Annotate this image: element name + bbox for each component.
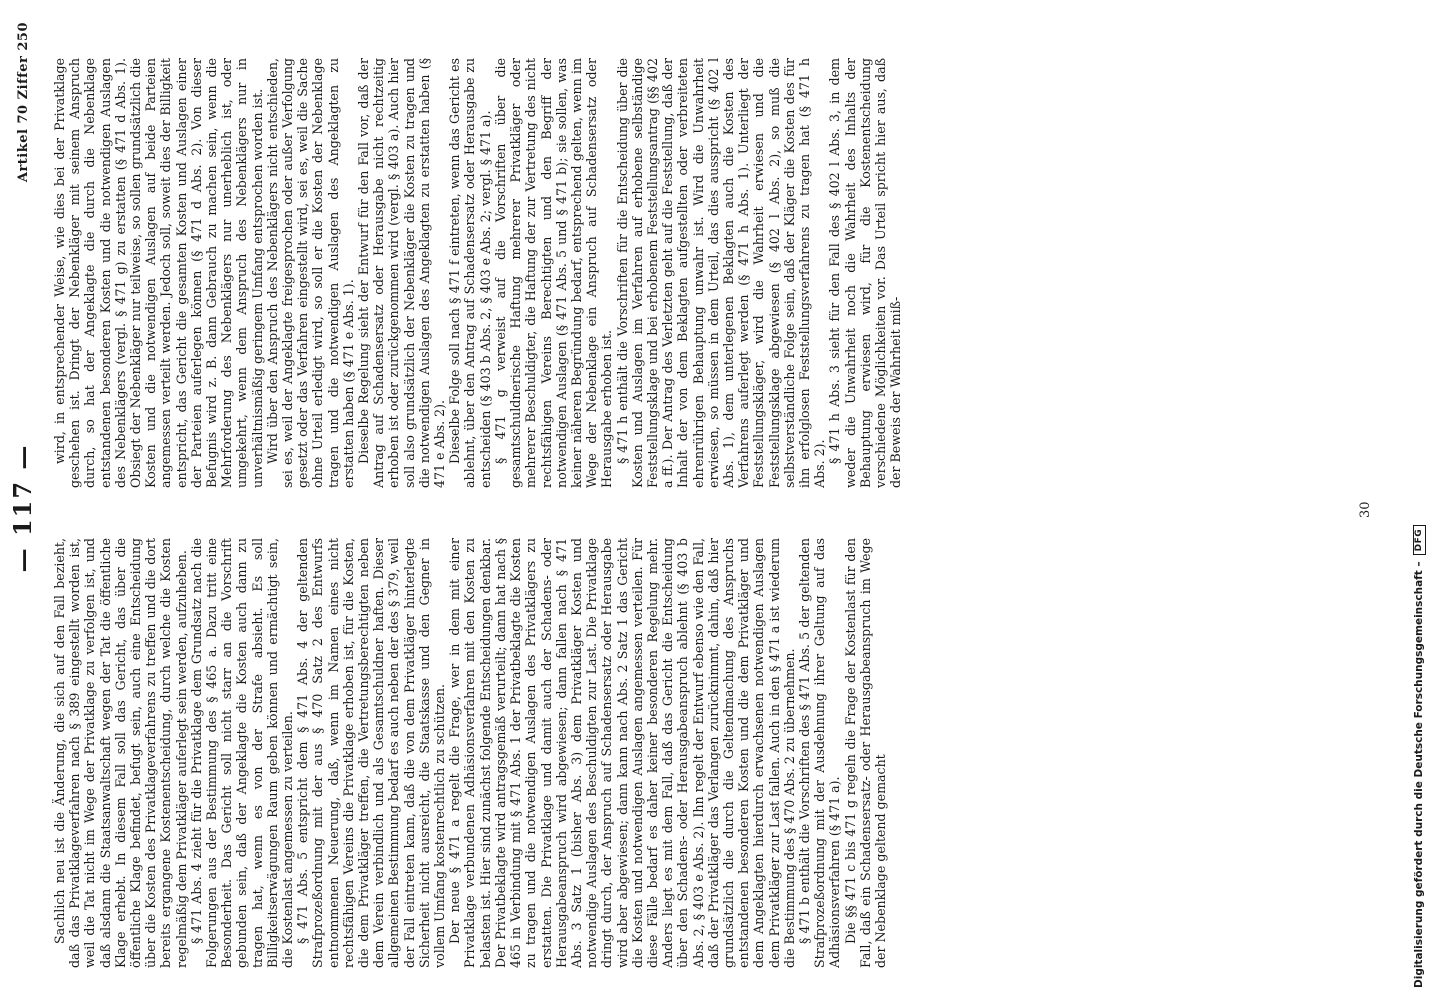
page-header [6,18,46,988]
paragraph: § 471 b enthält die Vorschriften des § 471 Abs. 5 der geltenden Strafprozeßordnung mit der Ausdehnung ihrer Geltung auf das Adhäsionsverfahren (§ 471 a). [796,538,843,968]
text-column-left [52,538,1352,968]
digitization-note-text: Digitalisierung gefördert durch die Deutsche Forschungsgemeinschaft – [1413,561,1425,988]
paragraph: Dieselbe Folge soll nach § 471 f eintreten, wenn das Gericht es ablehnt, über den Antrag auf Schadensersatz oder Herausgabe zu entscheiden (§ 403 b Abs. 2, § 403 e Abs. 2; vergl. § 471 a). [447,58,493,488]
paragraph: wird, in entsprechender Weise, wie dies bei der Privatklage geschehen ist. Dringt der Nebenkläger mit seinem Anspruch durch, so hat der Angeklagte die durch die Nebenklage entstandenen besonderen Kosten und die notwendigen Auslagen des Nebenklägers (vergl. § 471 g) zu erstatten (§ 471 d Abs. 1). Obsiegt der Nebenkläger nur teilweise, so sollen grundsätzlich die Kosten und die notwendigen Auslagen auf beide Parteien angemessen verteilt werden. Jedoch soll, soweit dies der Billigkeit entspricht, das Gericht die gesamten Kosten und Auslagen einer der Parteien auferlegen können (§ 471 d Abs. 2). Von dieser Befugnis wird z. B. dann Gebrauch zu machen sein, wenn die Mehrforderung des Nebenklägers nur unerheblich ist, oder umgekehrt, wenn dem Anspruch des Nebenklägers nur in unverhältnismäßig geringem Umfang entsprochen worden ist. [52,58,265,488]
text-column-right [52,58,1352,488]
footer-page-number: 30 [1358,501,1373,518]
article-reference: Artikel 70 Ziffer 250 [16,22,31,183]
paragraph: § 471 g verweist auf die Vorschriften über die gesamtschuldnerische Haftung mehrerer Privatkläger oder mehrerer Beschuldigter, die Haftung der zur Vertretung des nicht rechtsfähigen Vereins Berechtigten und den Begriff der notwendigen Auslagen (§ 471 Abs. 5 und § 471 b); sie sollen, was keiner näheren Begründung bedarf, entsprechend gelten, wenn im Wege der Nebenklage ein Anspruch auf Schadensersatz oder Herausgabe erhoben ist. [492,58,615,488]
paragraph: Sachlich neu ist die Änderung, die sich auf den Fall bezieht, daß das Privatklageverfahren nach § 389 eingestellt worden ist, weil die Tat nicht im Wege der Privatklage zu verfolgen ist, und daß alsdann die Staatsanwaltschaft wegen der Tat die öffentliche Klage erhebt. In diesem Fall soll das Gericht, das über die öffentliche Klage befindet, befugt sein, auch eine Entscheidung über die Kosten des Privatklageverfahrens zu treffen und die dort bereits ergangene Kostenentscheidung, durch welche die Kosten regelmäßig dem Privatkläger auferlegt sein werden, aufzuheben. [52,538,189,968]
paragraph: § 471 Abs. 4 zieht für die Privatklage dem Grundsatz nach die Folgerungen aus der Bestimmung des § 465 a. Dazu tritt eine Besonderheit. Das Gericht soll nicht starr an die Vorschrift gebunden sein, daß der Angeklagte die Kosten auch dann zu tragen hat, wenn es von der Strafe absieht. Es soll Billigkeitserwägungen Raum geben können und ermächtigt sein, die Kostenlast angemessen zu verteilen. [188,538,296,968]
paragraph: Der neue § 471 a regelt die Frage, wer in dem mit einer Privatklage verbundenen Adhäsionsverfahren mit den Kosten zu belasten ist. Hier sind zunächst folgende Entscheidungen denkbar. Der Privatbeklagte wird antragsgemäß verurteilt; dann hat nach § 465 in Verbindung mit § 471 Abs. 1 der Privatbeklagte die Kosten zu tragen und die notwendigen Auslagen des Privatklägers zu erstatten. Die Privatklage und damit auch der Schadens- oder Herausgabeanspruch wird abgewiesen; dann fallen nach § 471 Abs. 3 Satz 1 (bisher Abs. 3) dem Privatkläger Kosten und notwendige Auslagen des Beschuldigten zur Last. Die Privatklage dringt durch, der Anspruch auf Schadensersatz oder Herausgabe wird aber abgewiesen; dann kann nach Abs. 2 Satz 1 das Gericht die Kosten und notwendigen Auslagen angemessen verteilen. Für diese Fälle bedarf es daher keiner besonderen Regelung mehr. Anders liegt es mit dem Fall, daß das Gericht die Entscheidung über den Schadens- oder Herausgabeanspruch ablehnt (§ 403 b Abs. 2, § 403 e Abs. 2). Ihn regelt der Entwurf ebenso wie den Fall, daß der Privatkläger das Verlangen zurücknimmt, dahin, daß hier grundsätzlich die durch die Geltendmachung des Anspruchs entstandenen besonderen Kosten und die dem Privatkläger und dem Angeklagten hierdurch erwachsenen notwendigen Auslagen dem Privatkläger zur Last fallen. Auch in den § 471 a ist wiederum die Bestimmung des § 470 Abs. 2 zu übernehmen. [447,538,797,968]
dfg-logo: DFG [1413,525,1426,556]
paragraph: Die §§ 471 c bis 471 g regeln die Frage der Kostenlast für den Fall, daß ein Schadensersatz- oder Herausgabeanspruch im Wege der Nebenklage geltend gemacht [842,538,888,968]
paragraph: Dieselbe Regelung sieht der Entwurf für den Fall vor, daß der Antrag auf Schadensersatz oder Herausgabe nicht rechtzeitig erhoben ist oder zurückgenommen wird (vergl. § 403 a). Auch hier soll also grundsätzlich der Nebenkläger die Kosten zu tragen und die notwendigen Auslagen des Angeklagten zu erstatten haben (§ 471 e Abs. 2). [356,58,448,488]
document-page [6,18,1426,988]
digitization-note [1411,0,1427,988]
page-number: — 117 — [8,443,37,573]
paragraph: § 471 Abs. 5 entspricht dem § 471 Abs. 4 der geltenden Strafprozeßordnung mit der aus § 470 Satz 2 des Entwurfs entnommenen Neuerung, daß, wenn im Namen eines nicht rechtsfähigen Vereins die Privatklage erhoben ist, für die Kosten, die dem Privatkläger treffen, die Vertretungsberechtigten neben dem Verein verbindlich und als Gesamtschuldner haften. Dieser allgemeinen Bestimmung bedarf es auch neben der des § 379, weil der Fall eintreten kann, daß die von dem Privatkläger hinterlegte Sicherheit nicht ausreicht, die Staatskasse und den Gegner in vollem Umfang kostenrechtlich zu schützen. [295,538,448,968]
paragraph: § 471 h enthält die Vorschriften für die Entscheidung über die Kosten und Auslagen im Verfahren auf erhobene selbständige Feststellungsklage und bei erhobenem Feststellungsantrag (§§ 402 a ff.). Der Antrag des Verletzten geht auf die Feststellung, daß der Inhalt der von dem Beklagten aufgestellten oder verbreiteten ehrenrührigen Behauptung unwahr ist. Wird die Unwahrheit erwiesen, so müssen in dem Urteil, das dies ausspricht (§ 402 l Abs. 1), dem unterlegenen Beklagten auch die Kosten des Verfahrens auferlegt werden (§ 471 h Abs. 1). Unterliegt der Feststellungskläger, wird die Wahrheit erwiesen und die Feststellungsklage abgewiesen (§ 402 l Abs. 2), so muß die selbstverständliche Folge sein, daß der Kläger die Kosten des für ihn erfolglosen Feststellungsverfahrens zu tragen hat (§ 471 h Abs. 2). [614,58,828,488]
paragraph: § 471 h Abs. 3 sieht für den Fall des § 402 l Abs. 3, in dem weder die Unwahrheit noch die Wahrheit des Inhalts der Behauptung erwiesen wird, für die Kostenentscheidung verschiedene Möglichkeiten vor. Das Urteil spricht hier aus, daß der Beweis der Wahrheit miß- [827,58,904,488]
paragraph: Wird über den Anspruch des Nebenklägers nicht entschieden, sei es, weil der Angeklagte freigesprochen oder außer Verfolgung gesetzt oder das Verfahren eingestellt wird, sei es, weil die Sache ohne Urteil erledigt wird, so soll er die Kosten der Nebenklage tragen und die notwendigen Auslagen des Angeklagten zu erstatten haben (§ 471 e Abs. 1). [264,58,356,488]
